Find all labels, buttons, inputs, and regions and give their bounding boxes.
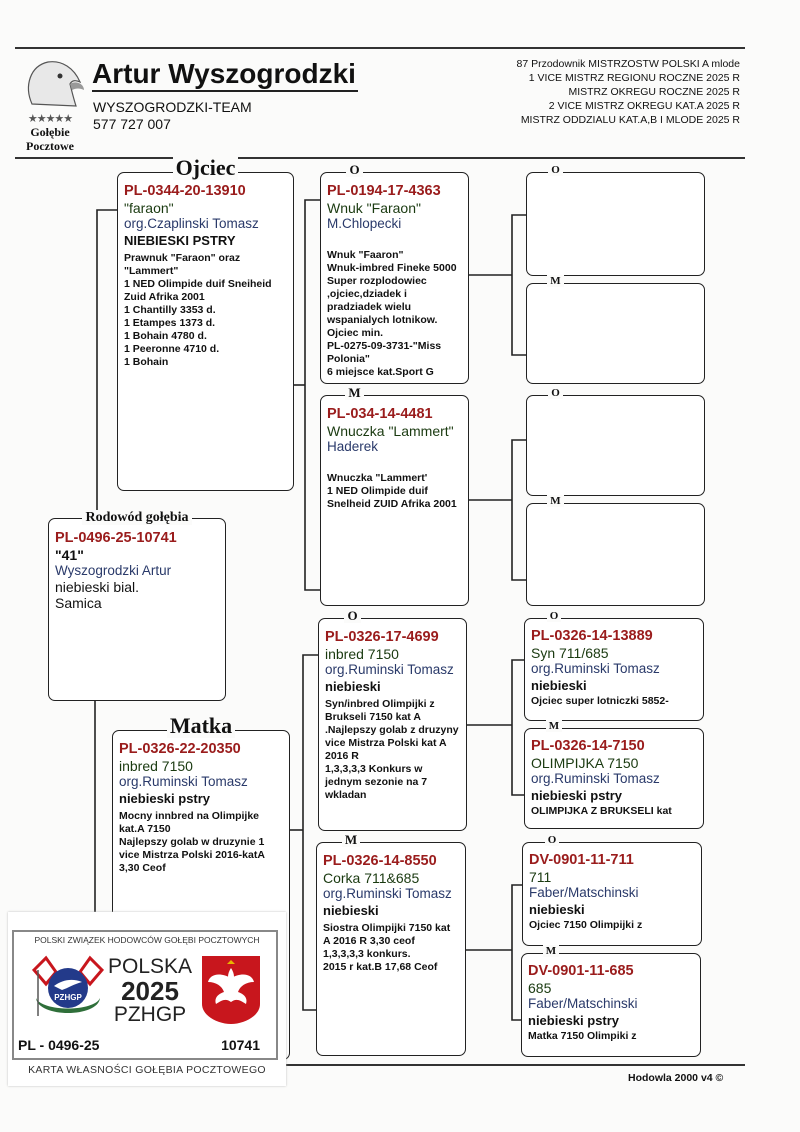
mmf-name: 711 — [529, 869, 552, 885]
fm-owner: Haderek — [327, 439, 379, 454]
mmf-color: niebieski — [529, 902, 585, 917]
mmm-color: niebieski pstry — [528, 1013, 620, 1028]
subject-ring: PL-0496-25-10741 — [55, 530, 177, 546]
mmm-title: M — [543, 945, 559, 957]
mother-name: inbred 7150 — [119, 758, 193, 774]
note-line: 1 Chantilly 3353 d. — [124, 304, 216, 316]
subject-sex: Samica — [55, 595, 102, 611]
note-line: 1 Bohain — [124, 356, 169, 368]
ggp-card-ffm — [526, 275, 705, 384]
ggp-card-mmf — [522, 834, 702, 946]
card-year: 2025 — [121, 976, 179, 1006]
mfm-owner: org.Ruminski Tomasz — [531, 771, 660, 786]
note-line: Mocny innbred na Olimpijke kat.A 7150 — [119, 810, 260, 835]
achievement: 1 VICE MISTRZ REGIONU ROCZNE 2025 R — [528, 72, 740, 84]
note-line: 1,3,3,3,3 konkurs. — [323, 948, 411, 960]
mff-ring: PL-0326-14-13889 — [531, 628, 653, 644]
maternal-grandfather-card — [318, 608, 467, 831]
mother-title: Matka — [167, 713, 235, 738]
breeder-name: Artur Wyszogrodzki — [92, 58, 358, 92]
note-line: 2015 r kat.B 17,68 Ceof — [323, 961, 438, 973]
connector-father — [97, 210, 117, 518]
note-line: Super rozplodowiec ,ojciec,dziadek i pradziadek wielu wspanialych lotnikow. — [327, 275, 438, 326]
mf-ring: PL-0326-17-4699 — [325, 629, 439, 645]
mm-ring: PL-0326-14-8550 — [323, 853, 437, 869]
achievement: MISTRZ ODDZIALU KAT.A,B I MLODE 2025 R — [520, 114, 740, 126]
father-owner: org.Czaplinski Tomasz — [124, 216, 259, 231]
note-line: Najlepszy golab w druzynie 1 vice Mistrza Polski 2016-katA 3,30 Ceof — [119, 836, 265, 874]
note-line: Syn/inbred Olimpijki z Brukseli 7150 kat A .Najlepszy golab z druzyny vice Mistrza Polski kat A 2016 R — [325, 698, 459, 762]
note-line: 1 NED Olimpide duif Sneiheid Zuid Afrika 2001 — [124, 278, 272, 303]
subject-name: "41" — [55, 547, 84, 563]
mff-color: niebieski — [531, 678, 587, 693]
card-org: POLSKI ZWIĄZEK HODOWCÓW GOŁĘBI POCZTOWYCH — [34, 935, 260, 945]
polish-eagle-icon — [200, 954, 262, 1026]
connector-father-parents — [305, 200, 320, 590]
fmf-title: O — [548, 387, 563, 399]
mff-name: Syn 711/685 — [531, 645, 609, 661]
note-line: 1 NED Olimpide duif Snelheid ZUID Afrika 2001 — [327, 485, 457, 510]
mmm-note: Matka 7150 Olimpiki z — [528, 1030, 637, 1042]
logo-stars: ★★★★★ — [27, 113, 73, 125]
note-line: 1 Peeronne 4710 d. — [124, 343, 220, 355]
ggp-card-fmm — [526, 495, 705, 606]
ffm-title: M — [547, 275, 563, 287]
team-name: WYSZOGRODZKI-TEAM — [93, 99, 252, 115]
ff-title: O — [346, 162, 362, 177]
footer-rule — [285, 1064, 745, 1066]
phone-number: 577 727 007 — [93, 116, 171, 132]
ff-ring: PL-0194-17-4363 — [327, 183, 441, 199]
father-name: "faraon" — [124, 200, 174, 216]
card-ring-number: 10741 — [221, 1037, 260, 1053]
mf-name: inbred 7150 — [325, 646, 399, 662]
mfm-color: niebieski pstry — [531, 788, 623, 803]
note-line: Wnuk-imbred Fineke 5000 — [327, 262, 457, 274]
mm-title: M — [342, 832, 360, 847]
note-line: Wnuk "Faaron" — [327, 249, 404, 261]
mother-notes — [119, 810, 283, 875]
fm-title: M — [345, 385, 363, 400]
fm-name: Wnuczka "Lammert" — [327, 423, 454, 439]
card-country: POLSKA — [108, 955, 193, 978]
mother-ring: PL-0326-22-20350 — [119, 741, 241, 757]
fmm-title: M — [547, 495, 563, 507]
note-line: 1 Bohain 4780 d. — [124, 330, 207, 342]
mf-notes — [325, 698, 460, 802]
paternal-grandmother-card — [320, 385, 469, 606]
father-color: NIEBIESKI PSTRY — [124, 233, 236, 248]
mmm-name: 685 — [528, 980, 552, 996]
mfm-ring: PL-0326-14-7150 — [531, 738, 645, 754]
father-notes — [124, 252, 287, 369]
mmf-owner: Faber/Matschinski — [529, 885, 639, 900]
card-ring-prefix: PL - 0496-25 — [18, 1037, 100, 1053]
fm-ring: PL-034-14-4481 — [327, 406, 433, 422]
maternal-grandmother-card — [316, 832, 466, 1056]
card-abbr: PZHGP — [113, 1003, 187, 1026]
achievement: 87 Przodownik MISTRZOSTW POLSKI A mlode — [516, 58, 740, 70]
note-line: PL-0275-09-3731-"Miss Polonia" — [327, 340, 442, 365]
father-title: Ojciec — [173, 155, 239, 180]
mm-notes — [323, 922, 459, 974]
ff-notes — [327, 249, 462, 379]
note-line: Prawnuk "Faraon" oraz "Lammert" — [124, 252, 241, 277]
note-line: Siostra Olimpijki 7150 kat A 2016 R 3,30 ceof — [323, 922, 451, 947]
ff-owner: M.Chlopecki — [327, 216, 402, 231]
card-caption: KARTA WŁASNOŚCI GOŁĘBIA POCZTOWEGO — [28, 1064, 266, 1076]
mff-owner: org.Ruminski Tomasz — [531, 661, 660, 676]
mff-note: Ojciec super lotniczki 5852- — [531, 695, 669, 707]
mmm-ring: DV-0901-11-685 — [528, 963, 634, 979]
ownership-card — [8, 912, 286, 1086]
subject-title: Rodowód gołębia — [82, 510, 191, 525]
software-credit: Hodowla 2000 v4 © — [628, 1072, 724, 1084]
mfm-title: M — [546, 720, 562, 732]
note-line: 6 miejsce kat.Sport G — [327, 366, 434, 378]
mm-owner: org.Ruminski Tomasz — [323, 886, 452, 901]
logo-line-2: Pocztowe — [26, 139, 74, 153]
mfm-note: OLIMPIJKA Z BRUKSELI kat — [531, 805, 672, 817]
fff-title: O — [548, 164, 563, 176]
mmf-ring: DV-0901-11-711 — [529, 852, 634, 868]
fm-notes — [327, 472, 462, 511]
mother-owner: org.Ruminski Tomasz — [119, 774, 248, 789]
mmm-owner: Faber/Matschinski — [528, 996, 638, 1011]
mfm-name: OLIMPIJKA 7150 — [531, 755, 639, 771]
mf-title: O — [344, 608, 360, 623]
ggp-card-mfm — [524, 720, 704, 829]
note-line: 1 Etampes 1373 d. — [124, 317, 216, 329]
father-card — [117, 155, 294, 491]
mmf-note: Ojciec 7150 Olimpijki z — [529, 919, 643, 931]
svg-text:PZHGP: PZHGP — [54, 993, 82, 1002]
mm-name: Corka 711&685 — [323, 870, 420, 886]
father-ring: PL-0344-20-13910 — [124, 183, 246, 199]
ggp-card-mff — [524, 610, 704, 721]
mf-owner: org.Ruminski Tomasz — [325, 662, 454, 677]
subject-pigeon-card — [48, 510, 226, 701]
mmf-title: O — [545, 834, 560, 846]
mother-color: niebieski pstry — [119, 791, 211, 806]
logo-line-1: Gołębie — [30, 125, 70, 139]
mm-color: niebieski — [323, 903, 379, 918]
pzhgp-emblem-icon — [28, 950, 108, 1020]
paternal-grandfather-card — [320, 162, 469, 384]
achievement: MISTRZ OKREGU ROCZNE 2025 R — [568, 86, 740, 98]
subject-owner: Wyszogrodzki Artur — [55, 563, 172, 578]
ggp-card-fmf — [526, 387, 705, 496]
ggp-card-fff — [526, 164, 705, 276]
ggp-card-mmm — [521, 945, 701, 1057]
note-line: 1,3,3,3,3 Konkurs w jednym sezonie na 7 wkladan — [325, 763, 428, 801]
mff-title: O — [547, 610, 562, 622]
mf-color: niebieski — [325, 679, 381, 694]
ff-name: Wnuk "Faraon" — [327, 200, 421, 216]
achievement: 2 VICE MISTRZ OKREGU KAT.A 2025 R — [548, 100, 740, 112]
note-line: Ojciec min. — [327, 327, 384, 339]
subject-color: niebieski bial. — [55, 579, 140, 595]
note-line: Wnuczka "Lammert' — [327, 472, 428, 484]
